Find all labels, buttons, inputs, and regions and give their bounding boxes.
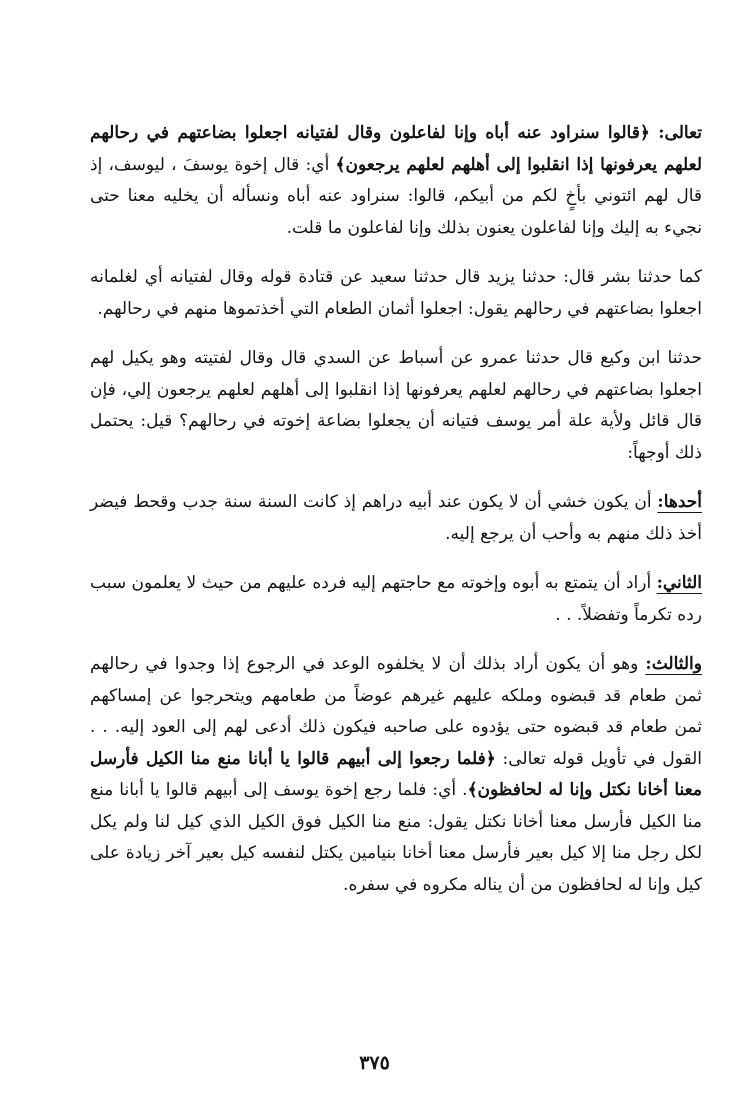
paragraph	[90, 568, 702, 631]
text-run: أراد أن يتمتع به أبوه وإخوته مع حاجتهم إليه فرده عليهم من حيث لا يعلمون سبب رده تكرماً وتفضلاً. . .	[90, 573, 702, 625]
body-text	[90, 118, 702, 901]
paragraph	[90, 343, 702, 469]
text-run: . أي: فلما رجع إخوة يوسف إلى أبيهم قالوا يا أبانا منع منا الكيل فأرسل معنا أخانا نكتل يقول: منع منا الكيل فوق الكيل الذي كيل لنا ولم يكل لكل رجل منا إلا كيل بعير فأرسل معنا أخانا بنيامين يكتل لنفسه كيل بعير آخر زيادة على كيل وإنا له لحافظون من أن يناله مكروه في سفره.	[90, 780, 702, 895]
paragraph	[90, 118, 702, 244]
text-run: وهو أن يكون أراد بذلك أن لا يخلفوه الوعد في الرجوع إذا وجدوا في رحالهم ثمن طعام قد قبضوه وملكه عليهم غيرهم عوضاً من طعامهم ويتحرجوا عن إمساكهم ثمن طعام قد قبضوه حتى يؤدوه على صاحبه فيكون ذلك أدعى لهم إلى العود إليه. . . القول في تأويل قوله تعالى:	[90, 654, 702, 769]
quran-verse: ﴿فلما رجعوا إلى أبيهم قالوا يا أبانا منع منا الكيل فأرسل معنا أخانا نكتل وإنا له لحافظون﴾	[90, 748, 702, 800]
text-run: حدثنا ابن وكيع قال حدثنا عمرو عن أسباط عن السدي قال وقال لفتيته وهو يكيل لهم اجعلوا بضاعتهم في رحالهم لعلهم يعرفونها إذا انقلبوا إلى أهلهم لعلهم يرجعون إلي، فإن قال قائل ولأية علة أمر يوسف فتيانه أن يجعلوا بضاعة إخوته في رحالهم؟ قيل: يحتمل ذلك أوجهاً:	[90, 348, 702, 463]
section-heading: والثالث:	[645, 654, 702, 674]
text-run: كما حدثنا بشر قال: حدثنا يزيد قال حدثنا سعيد عن قتادة قوله وقال لفتيانه أي لغلمانه اجعلوا بضاعتهم في رحالهم يقول: اجعلوا أثمان الطعام التي أخذتموها منهم في رحالهم.	[90, 267, 702, 319]
section-heading: أحدها:	[657, 492, 702, 512]
text-run: أي: قال إخوة يوسفَ ، ليوسف، إذ قال لهم ائتوني بأخٍ لكم من أبيكم، قالوا: سنراود عنه أباه ونسأله أن يخليه معنا حتى نجيء به إليك وإنا لفاعلون يعنون بذلك وإنا لفاعلون ما قلت.	[90, 154, 702, 238]
section-heading: الثاني:	[656, 573, 702, 593]
text-run: أن يكون خشي أن لا يكون عند أبيه دراهم إذ كانت السنة سنة جدب وقحط فيضر أخذ ذلك منهم به وأحب أن يرجع إليه.	[90, 492, 702, 544]
paragraph	[90, 649, 702, 901]
quran-verse: ﴿قالوا سنراود عنه أباه وإنا لفاعلون وقال لفتيانه اجعلوا بضاعتهم في رحالهم لعلهم يعرفونها إذا انقلبوا إلى أهلهم لعلهم يرجعون﴾	[90, 123, 703, 175]
page-number: ٣٧٥	[359, 1052, 390, 1074]
paragraph	[90, 262, 702, 325]
paragraph	[90, 487, 702, 550]
quran-verse: تعالى:	[649, 123, 702, 143]
